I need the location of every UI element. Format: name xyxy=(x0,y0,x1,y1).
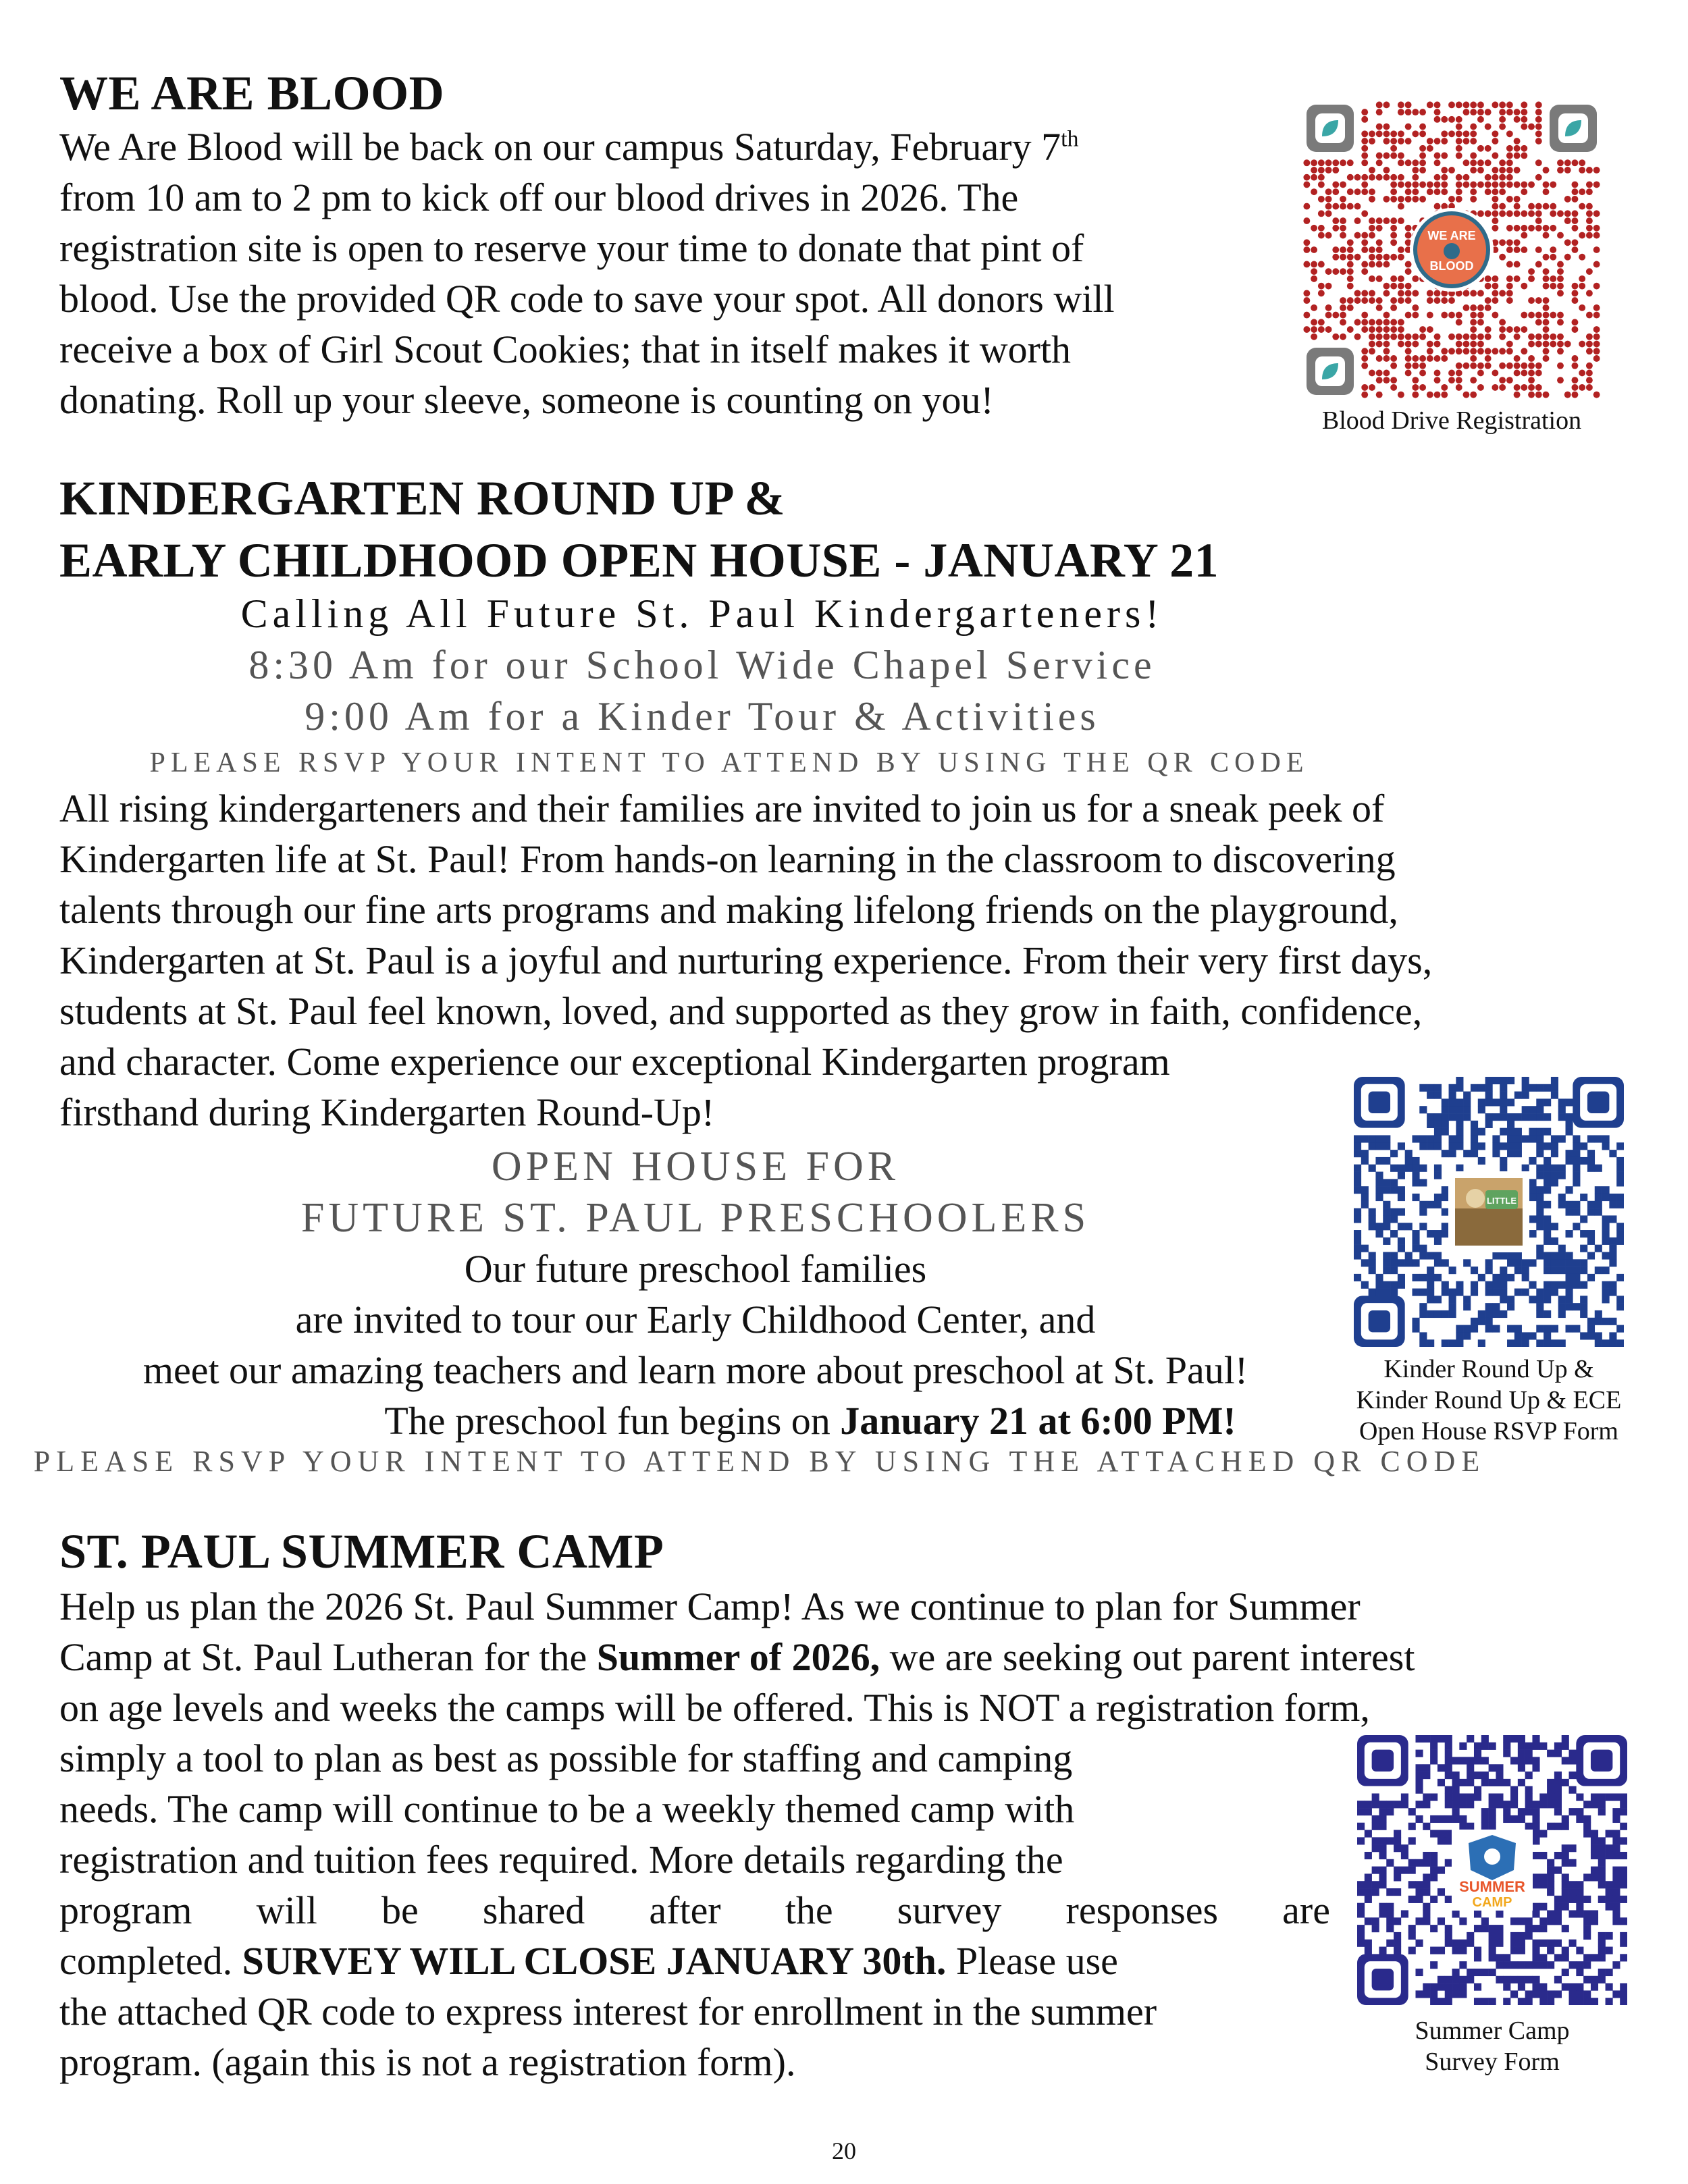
blood-line: donating. Roll up your sleeve, someone is counting on you! xyxy=(59,378,994,422)
page-number: 20 xyxy=(832,2137,856,2164)
camp-line: registration and tuition fees required. More details regarding the xyxy=(59,1838,1063,1882)
open-house-title-2: FUTURE ST. PAUL PRESCHOOLERS xyxy=(300,1195,1090,1241)
blood-line: receive a box of Girl Scout Cookies; that in itself makes it worth xyxy=(59,327,1072,371)
blood-line: from 10 am to 2 pm to kick off our blood drives in 2026. The xyxy=(59,176,1019,219)
camp-paragraph-top xyxy=(59,1581,1620,1733)
preschool-line: The preschool fun begins on January 21 at 6:00 PM! xyxy=(384,1399,1236,1443)
camp-qr-code[interactable] xyxy=(1357,1735,1627,2005)
kinder-logo-text: LITTLE xyxy=(1486,1196,1517,1206)
camp-line: Camp at St. Paul Lutheran for the Summer of 2026, we are seeking out parent interest xyxy=(59,1635,1415,1679)
camp-logo-text: CAMP xyxy=(1472,1895,1512,1910)
camp-paragraph-bottom xyxy=(59,1733,1330,2087)
blood-logo-text: BLOOD xyxy=(1429,259,1474,273)
preschool-line: meet our amazing teachers and learn more about preschool at St. Paul! xyxy=(142,1348,1248,1392)
open-house-title-1: OPEN HOUSE FOR xyxy=(491,1144,900,1190)
camp-line: completed. SURVEY WILL CLOSE JANUARY 30th. Please use xyxy=(59,1939,1118,1983)
preschool-line: are invited to tour our Early Childhood Center, and xyxy=(295,1298,1096,1341)
camp-heading: ST. PAUL SUMMER CAMP xyxy=(59,1524,664,1578)
camp-line: program. (again this is not a registration form). xyxy=(59,2040,796,2084)
kinder-chapel-time: 8:30 Am for our School Wide Chapel Service xyxy=(248,643,1156,687)
blood-line: blood. Use the provided QR code to save your spot. All donors will xyxy=(59,277,1115,321)
kinder-qr-image xyxy=(1354,1077,1624,1347)
camp-line: Help us plan the 2026 St. Paul Summer Camp! As we continue to plan for Summer xyxy=(59,1584,1361,1628)
preschool-date: January 21 at 6:00 PM! xyxy=(840,1399,1236,1443)
kinder-line: students at St. Paul feel known, loved, and supported as they grow in faith, confidence, xyxy=(59,989,1423,1033)
kinder-heading xyxy=(59,467,1219,591)
kinder-line: and character. Come experience our exceptional Kindergarten program xyxy=(59,1040,1170,1084)
blood-qr-caption: Blood Drive Registration xyxy=(1321,406,1582,435)
blood-qr-image xyxy=(1303,101,1600,398)
camp-line: program will be shared after the survey responses are xyxy=(59,1888,1330,1932)
blood-paragraph xyxy=(59,122,1275,425)
kinder-qr-code[interactable] xyxy=(1354,1077,1624,1347)
camp-line: simply a tool to plan as best as possible for staffing and camping xyxy=(59,1736,1073,1780)
kinder-tour-time: 9:00 Am for a Kinder Tour & Activities xyxy=(305,694,1100,739)
preschool-line: Our future preschool families xyxy=(464,1247,927,1291)
camp-qr-image xyxy=(1357,1735,1627,2005)
kinder-calling: Calling All Future St. Paul Kindergarteners! xyxy=(240,591,1164,636)
survey-close-notice: SURVEY WILL CLOSE JANUARY 30th. xyxy=(242,1939,947,1983)
kinder-line: talents through our fine arts programs and making lifelong friends on the playground, xyxy=(59,888,1398,932)
kinder-heading-line: KINDERGARTEN ROUND UP & xyxy=(59,471,786,525)
kinder-qr-caption: Kinder Round Up & Kinder Round Up & ECE Open House RSVP Form xyxy=(1356,1355,1622,1445)
camp-qr-caption: Summer Camp Survey Form xyxy=(1415,2017,1570,2076)
camp-line: needs. The camp will continue to be a weekly themed camp with xyxy=(59,1787,1075,1831)
camp-logo-text: SUMMER xyxy=(1459,1878,1525,1895)
blood-logo-text: WE ARE xyxy=(1427,229,1476,242)
camp-line: the attached QR code to express interest for enrollment in the summer xyxy=(59,1990,1157,2033)
blood-heading: WE ARE BLOOD xyxy=(59,66,445,120)
kinder-heading-line: EARLY CHILDHOOD OPEN HOUSE - JANUARY 21 xyxy=(59,533,1219,587)
kinder-rsvp-note: PLEASE RSVP YOUR INTENT TO ATTEND BY USING THE QR CODE xyxy=(149,747,1309,778)
preschool-info xyxy=(0,1244,1391,1446)
open-house-rsvp-note: PLEASE RSVP YOUR INTENT TO ATTEND BY USING THE ATTACHED QR CODE xyxy=(33,1445,1486,1478)
kinder-line: Kindergarten life at St. Paul! From hands-on learning in the classroom to discovering xyxy=(59,837,1396,881)
kinder-line: firsthand during Kindergarten Round-Up! xyxy=(59,1090,715,1134)
kinder-line: Kindergarten at St. Paul is a joyful and nurturing experience. From their very first days, xyxy=(59,938,1433,982)
blood-qr-code[interactable] xyxy=(1303,101,1600,398)
kinder-line: All rising kindergarteners and their families are invited to join us for a sneak peek of xyxy=(59,787,1385,830)
blood-line: We Are Blood will be back on our campus Saturday, February 7th xyxy=(59,125,1079,169)
camp-line: on age levels and weeks the camps will be offered. This is NOT a registration form, xyxy=(59,1686,1370,1730)
blood-line: registration site is open to reserve your time to donate that pint of xyxy=(59,226,1084,270)
